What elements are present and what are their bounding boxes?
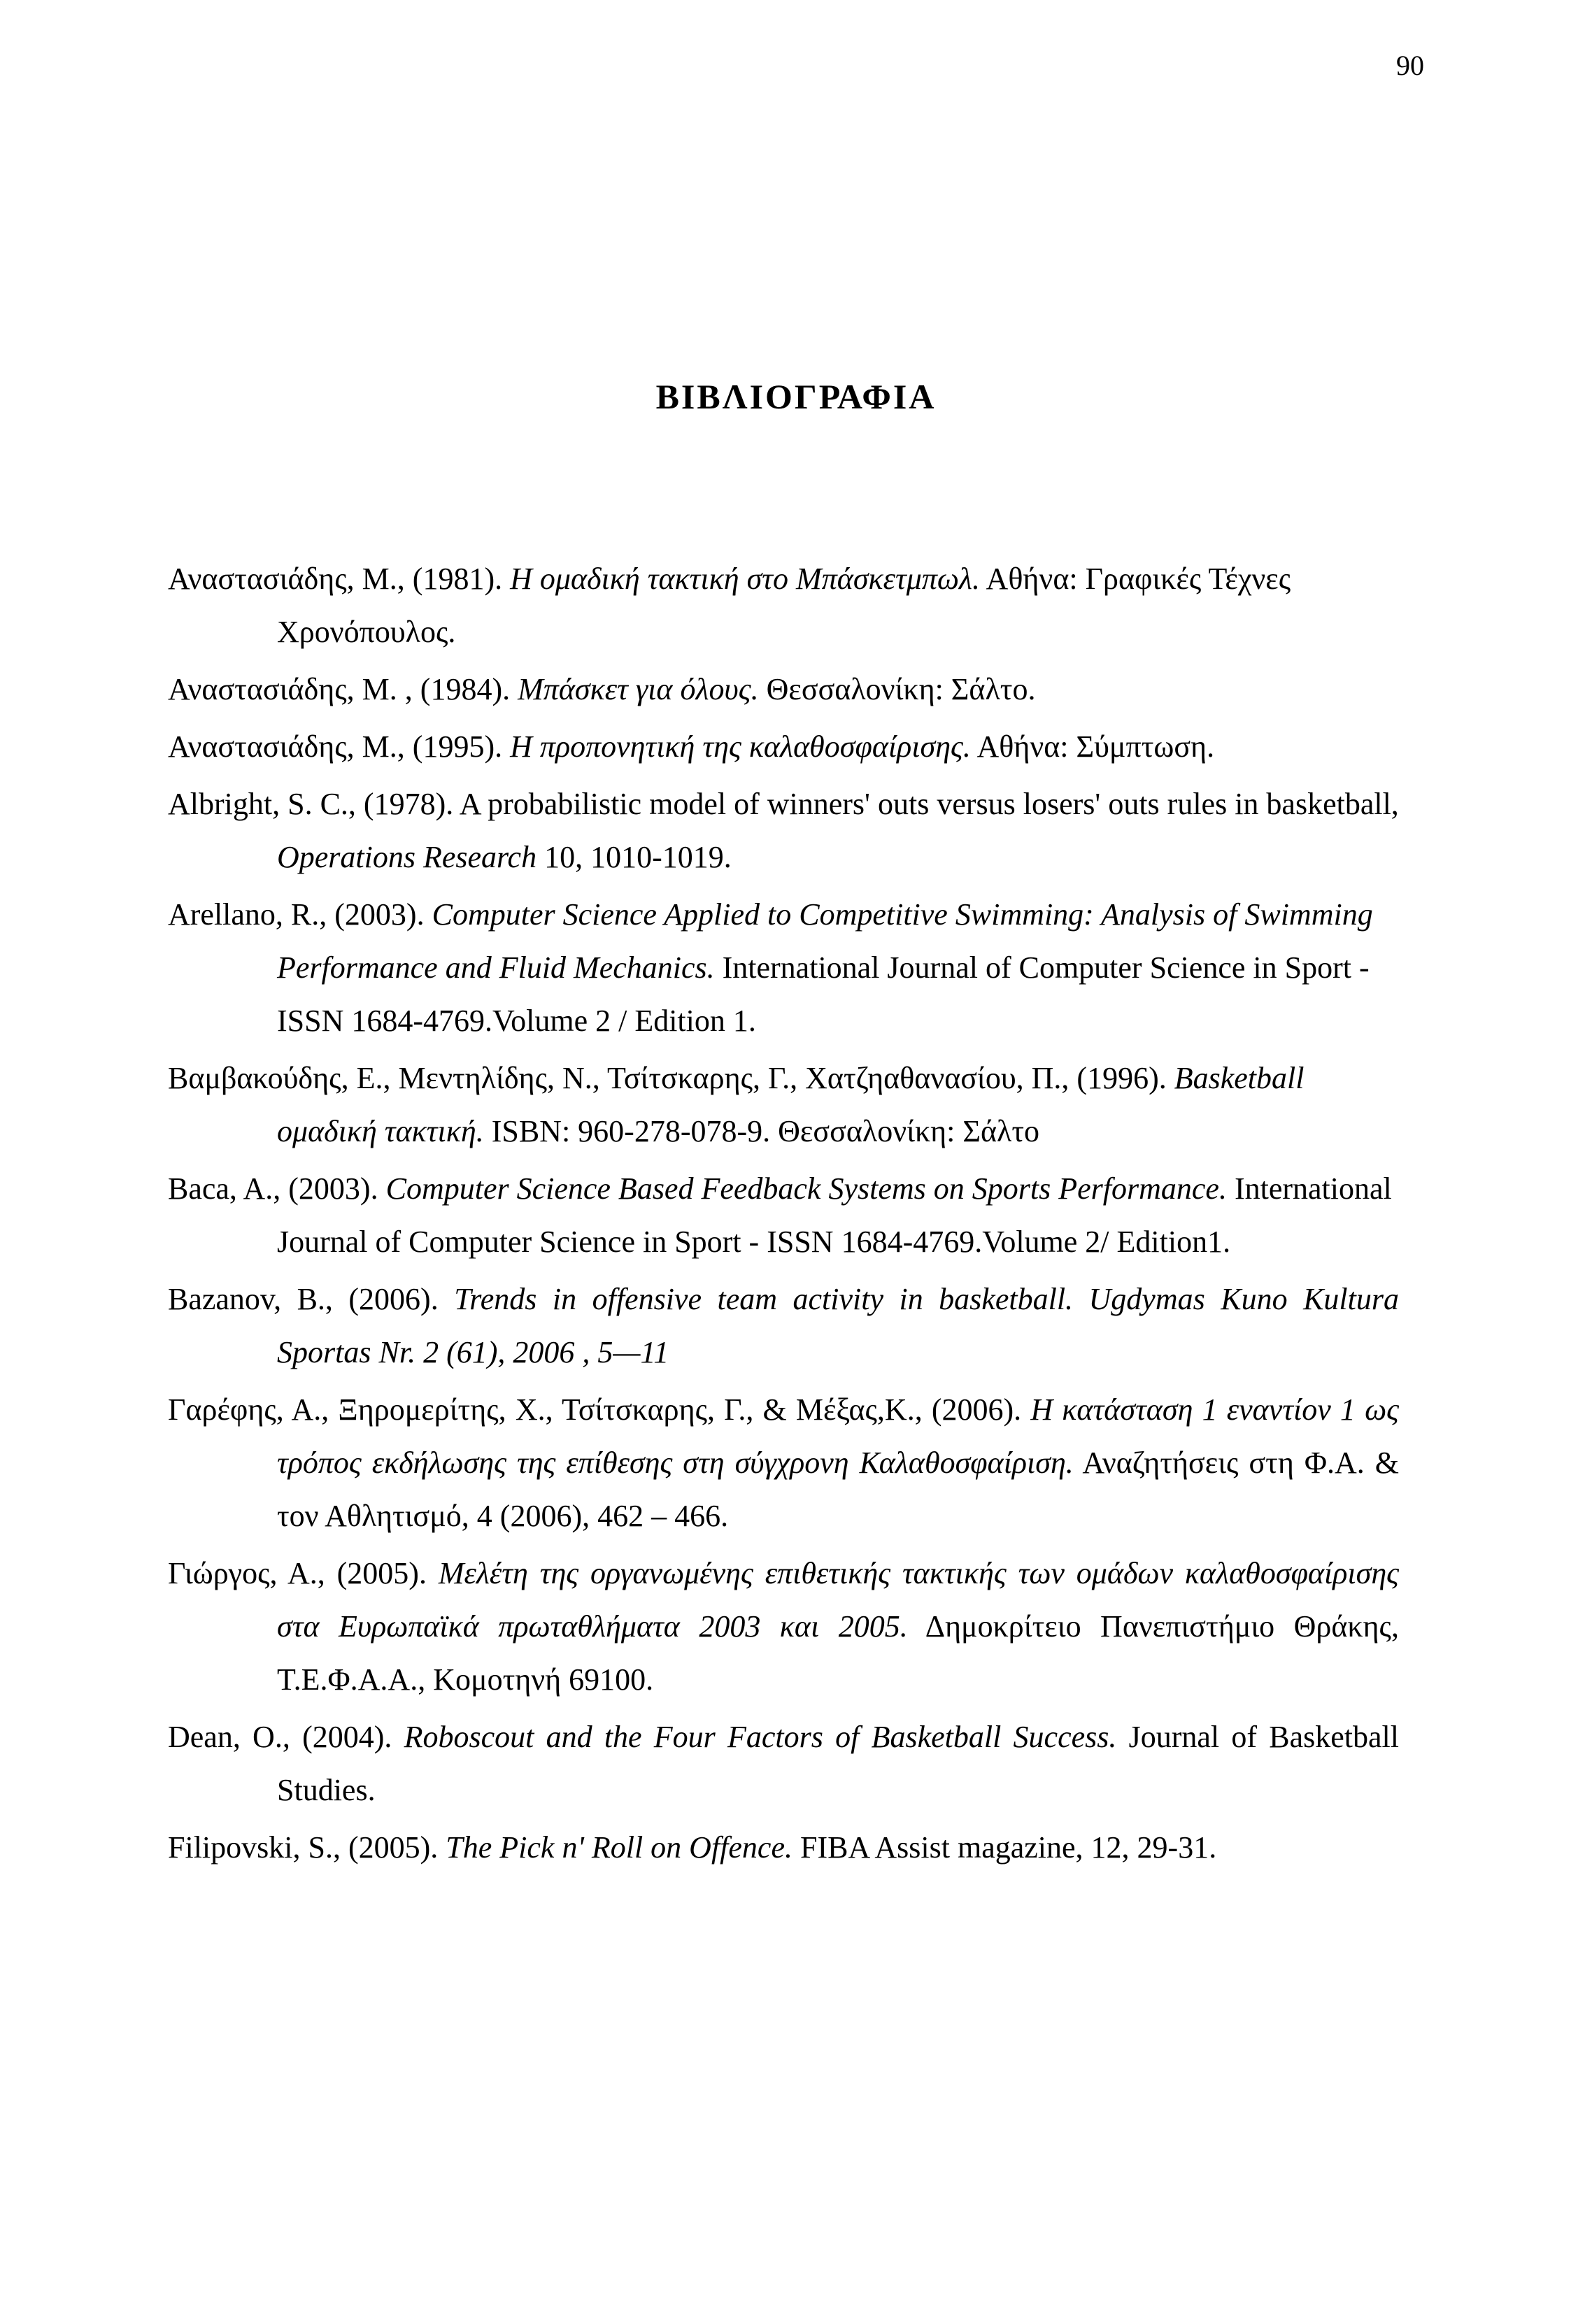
reference-source: ISBN: 960-278-078-9. Θεσσαλονίκη: Σάλτο	[483, 1114, 1040, 1148]
reference-source: Θεσσαλονίκη: Σάλτο.	[758, 672, 1036, 706]
reference-item	[168, 1711, 1399, 1817]
reference-title: Η προπονητική της καλαθοσφαίρισης.	[510, 729, 971, 764]
reference-authors-year: Βαμβακούδης, Ε., Μεντηλίδης, Ν., Τσίτσκαρης, Γ., Χατζηαθανασίου, Π., (1996).	[168, 1061, 1174, 1095]
reference-source: FIBA Assist magazine, 12, 29-31.	[793, 1830, 1217, 1865]
reference-item	[168, 553, 1399, 659]
reference-title: The Pick n' Roll on Offence.	[446, 1830, 793, 1865]
reference-authors-year: Filipovski, S., (2005).	[168, 1830, 446, 1865]
reference-authors-year: Albright, S. C., (1978). A probabilistic model of winners' outs versus losers' outs rules in basketball,	[168, 787, 1399, 821]
reference-source: Journal of Basketball Studies.	[277, 1720, 1399, 1807]
reference-authors-year: Dean, O., (2004).	[168, 1720, 404, 1754]
reference-item	[168, 663, 1399, 716]
reference-item	[168, 720, 1399, 774]
reference-item	[168, 1383, 1399, 1543]
reference-authors-year: Γιώργος, Α., (2005).	[168, 1556, 439, 1590]
page-title: ΒΙΒΛΙΟΓΡΑΦΙΑ	[655, 377, 937, 416]
reference-item	[168, 1162, 1399, 1269]
reference-authors-year: Baca, A., (2003).	[168, 1171, 386, 1206]
reference-title: Μελέτη της οργανωμένης επιθετικής τακτικής των ομάδων καλαθοσφαίρισης στα Ευρωπαϊκά πρωταθλήματα 2003 και 2005.	[277, 1556, 1399, 1644]
reference-source: Δημοκρίτειο Πανεπιστήμιο Θράκης, Τ.Ε.Φ.Α.Α., Κομοτηνή 69100.	[277, 1609, 1399, 1697]
reference-title: Μπάσκετ για όλους.	[518, 672, 759, 706]
reference-authors-year: Arellano, R., (2003).	[168, 897, 432, 932]
reference-title: Operations Research	[277, 840, 537, 874]
reference-authors-year: Bazanov, B., (2006).	[168, 1282, 455, 1316]
reference-item	[168, 778, 1399, 884]
reference-authors-year: Αναστασιάδης, Μ. , (1984).	[168, 672, 518, 706]
reference-source: International Journal of Computer Science in Sport - ISSN 1684-4769.Volume 2/ Edition1.	[277, 1171, 1392, 1259]
reference-item	[168, 1273, 1399, 1379]
reference-authors-year: Αναστασιάδης, Μ., (1995).	[168, 729, 511, 764]
reference-title: Η ομαδική τακτική στο Μπάσκετμπωλ.	[510, 562, 980, 596]
reference-title: Basketball ομαδική τακτική.	[277, 1061, 1305, 1148]
reference-source: 10, 1010-1019.	[536, 840, 732, 874]
reference-item	[168, 1052, 1399, 1158]
reference-source: Αναζητήσεις στη Φ.Α. & τον Αθλητισμό, 4 (2006), 462 – 466.	[277, 1446, 1399, 1533]
page-number: 90	[1396, 50, 1424, 81]
reference-title: Computer Science Based Feedback Systems on Sports Performance.	[385, 1171, 1227, 1206]
reference-item	[168, 1547, 1399, 1706]
reference-source: International Journal of Computer Science in Sport - ISSN 1684-4769.Volume 2 / Edition 1.	[277, 950, 1370, 1038]
reference-authors-year: Αναστασιάδης, Μ., (1981).	[168, 562, 511, 596]
reference-item	[168, 1821, 1399, 1874]
reference-source: Αθήνα: Σύμπτωση.	[970, 729, 1215, 764]
reference-title: Roboscout and the Four Factors of Basketball Success.	[404, 1720, 1117, 1754]
reference-title: Trends in offensive team activity in basketball. Ugdymas Kuno Kultura Sportas Nr. 2 (61), 2006 , 5—11	[277, 1282, 1399, 1369]
reference-list	[168, 553, 1399, 1879]
reference-source: Αθήνα: Γραφικές Τέχνες Χρονόπουλος.	[277, 562, 1291, 649]
reference-title: Η κατάσταση 1 εναντίον 1 ως τρόπος εκδήλωσης της επίθεσης στη σύγχρονη Καλαθοσφαίριση.	[277, 1392, 1399, 1480]
reference-title: Computer Science Applied to Competitive Swimming: Analysis of Swimming Performance and Fluid Mechanics.	[277, 897, 1373, 985]
reference-item	[168, 888, 1399, 1048]
reference-authors-year: Γαρέφης, Α., Ξηρομερίτης, Χ., Τσίτσκαρης, Γ., & Μέξας,Κ., (2006).	[168, 1392, 1031, 1427]
